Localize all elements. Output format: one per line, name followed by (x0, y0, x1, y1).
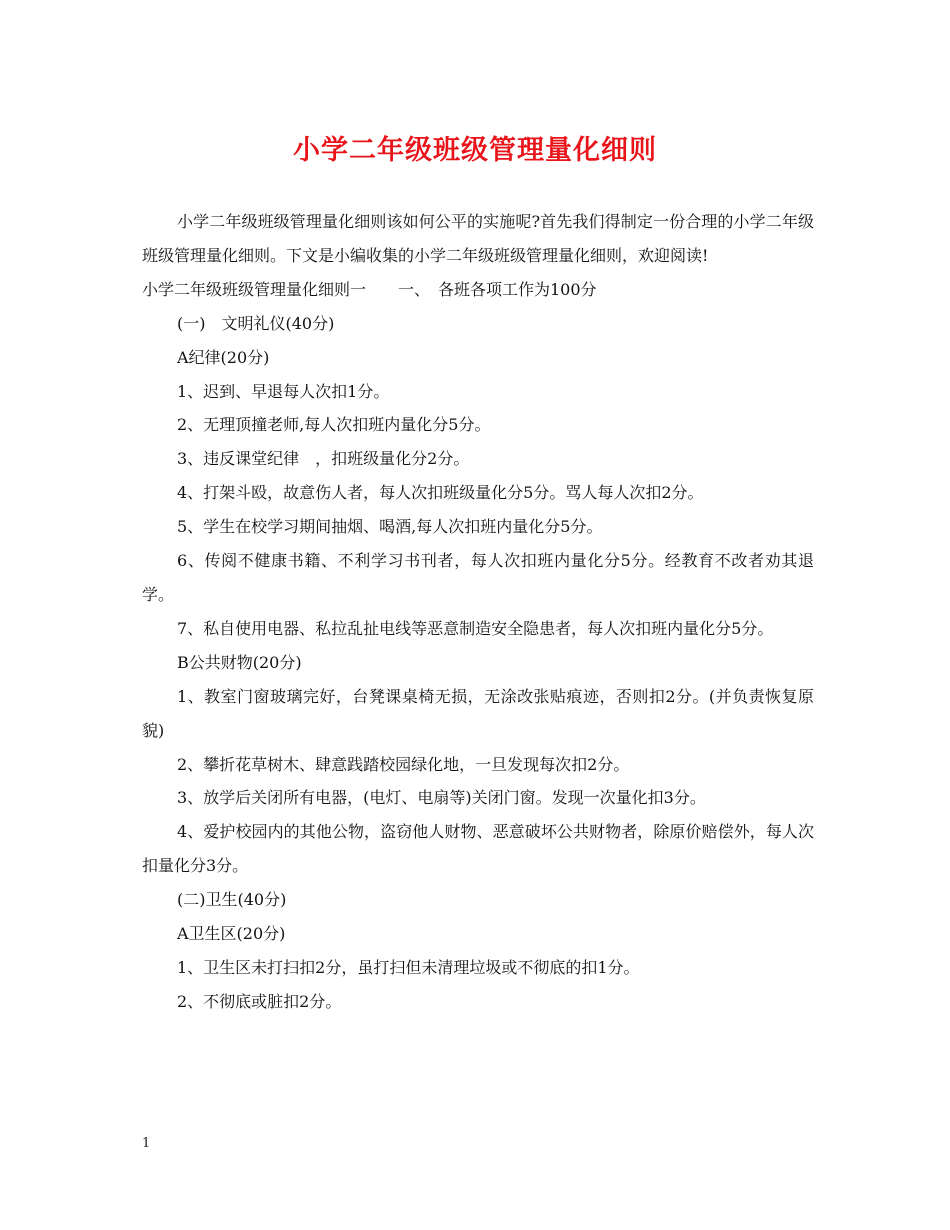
page-number: 1 (142, 1136, 151, 1151)
paragraph-rule: 3、放学后关闭所有电器，(电灯、电扇等)关闭门窗。发现一次量化扣3分。 (177, 788, 706, 808)
paragraph-subsection-hygiene: (二)卫生(40分) (177, 890, 287, 910)
paragraph-rule: 2、攀折花草树木、肆意践踏校园绿化地，一旦发现每次扣2分。 (177, 754, 630, 774)
paragraph-rule: 1、迟到、早退每人次扣1分。 (177, 381, 390, 401)
paragraph-rule: 3、违反课堂纪律 ，扣班级量化分2分。 (177, 449, 470, 469)
paragraph-rule: 5、学生在校学习期间抽烟、喝酒,每人次扣班内量化分5分。 (177, 517, 603, 537)
paragraph-property-heading: B公共财物(20分) (177, 652, 302, 672)
paragraph-rule: 2、不彻底或脏扣2分。 (177, 991, 342, 1011)
paragraph-hygiene-area-heading: A卫生区(20分) (177, 924, 286, 944)
paragraph-section-heading: 小学二年级班级管理量化细则一 一、 各班各项工作为100分 (142, 279, 597, 299)
paragraph-intro: 小学二年级班级管理量化细则该如何公平的实施呢?首先我们得制定一份合理的小学二年级班级管理量化细则。下文是小编收集的小学二年级班级管理量化细则，欢迎阅读! (142, 212, 814, 265)
paragraph-subsection-etiquette: (一) 文明礼仪(40分) (177, 313, 335, 333)
document-title: 小学二年级班级管理量化细则 (293, 135, 657, 166)
paragraph-rule: 1、卫生区未打扫扣2分，虽打扫但未清理垃圾或不彻底的扣1分。 (177, 957, 640, 977)
paragraph-rule: 7、私自使用电器、私拉乱扯电线等恶意制造安全隐患者，每人次扣班内量化分5分。 (177, 618, 774, 638)
paragraph-rule: 6、传阅不健康书籍、不利学习书刊者，每人次扣班内量化分5分。经教育不改者劝其退学。 (142, 551, 814, 604)
paragraph-discipline-heading: A纪律(20分) (177, 347, 270, 367)
paragraph-rule: 4、打架斗殴，故意伤人者，每人次扣班级量化分5分。骂人每人次扣2分。 (177, 483, 704, 503)
paragraph-rule: 2、无理顶撞老师,每人次扣班内量化分5分。 (177, 415, 491, 435)
paragraph-rule: 1、教室门窗玻璃完好，台凳课桌椅无损，无涂改张贴痕迹，否则扣2分。(并负责恢复原貌) (142, 686, 814, 740)
paragraph-rule: 4、爱护校园内的其他公物，盗窃他人财物、恶意破坏公共财物者，除原价赔偿外，每人次扣量化分3分。 (142, 822, 814, 876)
document-body (142, 205, 814, 1019)
